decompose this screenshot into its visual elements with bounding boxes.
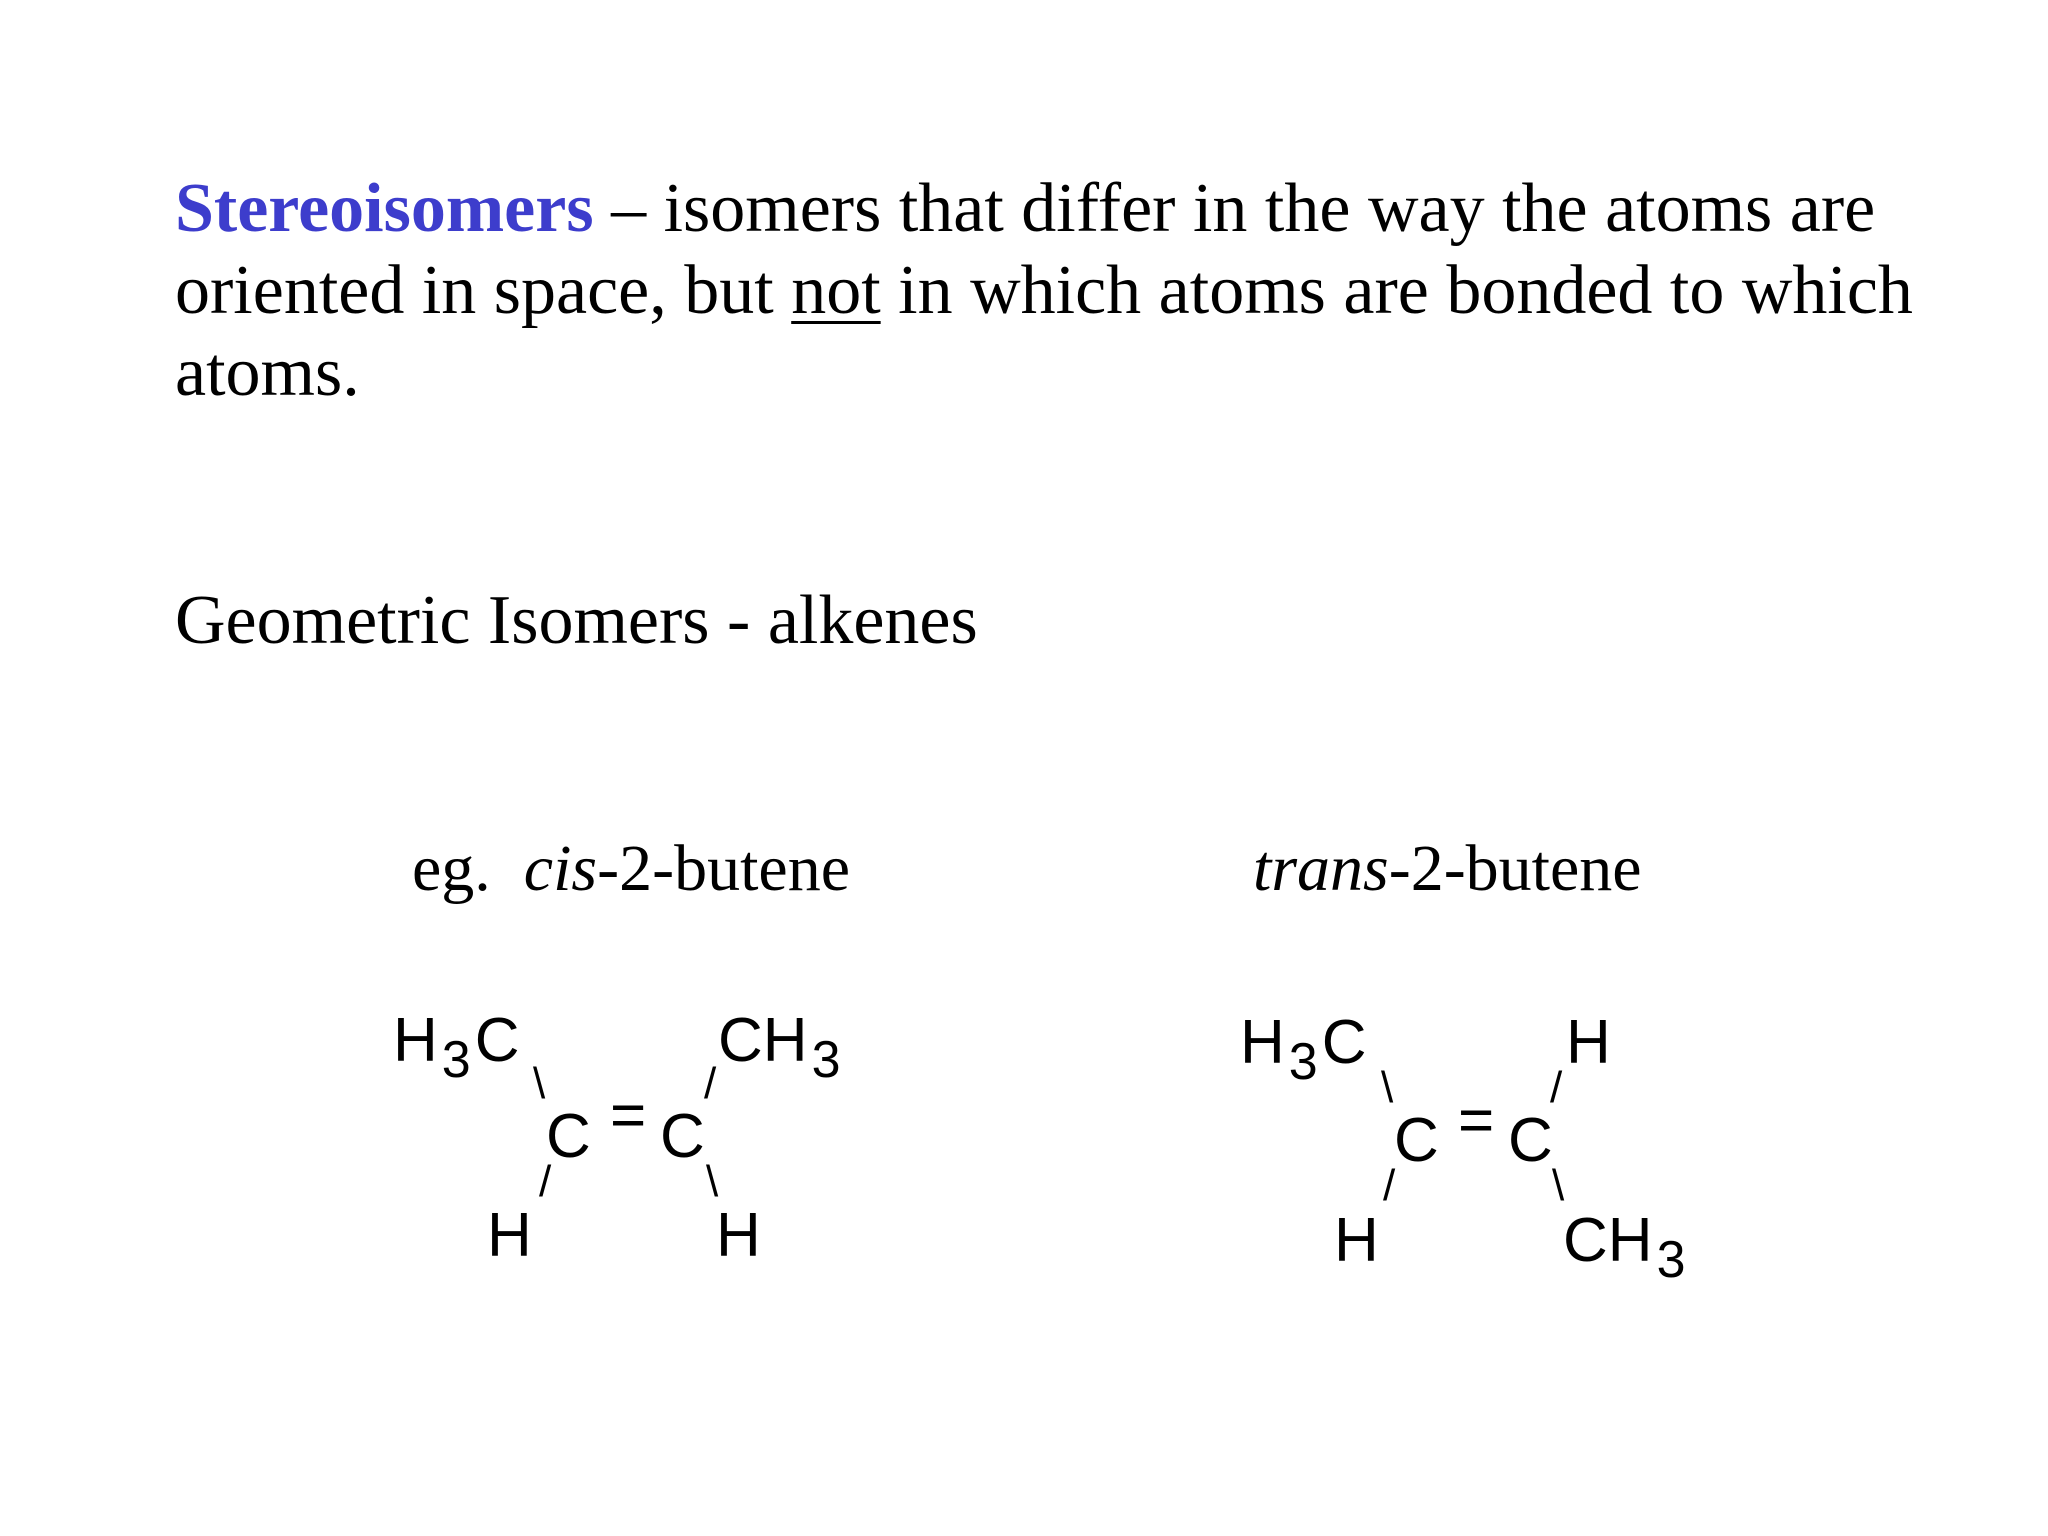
trans-label-italic: trans bbox=[1253, 832, 1389, 905]
definition-paragraph bbox=[175, 168, 1915, 414]
cis-label bbox=[412, 830, 850, 908]
trans-top-left-group bbox=[1240, 1008, 1367, 1091]
cis-top-right-group bbox=[718, 1006, 844, 1089]
trans-bottom-left-h: H bbox=[1334, 1206, 1379, 1275]
cis-bond-bottom-left: / bbox=[539, 1157, 552, 1206]
subheading: Geometric Isomers - alkenes bbox=[175, 582, 978, 659]
trans-top-right-h: H bbox=[1566, 1008, 1611, 1077]
cis-label-suffix: -2-butene bbox=[597, 832, 851, 905]
cis-top-left-group bbox=[393, 1006, 520, 1089]
cis-carbon-right: C bbox=[660, 1102, 705, 1171]
trans-bottom-right-ch: CH bbox=[1563, 1206, 1653, 1275]
cis-bottom-left-h: H bbox=[487, 1201, 532, 1270]
trans-double-bond: = bbox=[1458, 1086, 1495, 1155]
trans-label bbox=[1253, 830, 1642, 908]
cis-top-right-sub: 3 bbox=[811, 1031, 841, 1089]
trans-bond-top-left: \ bbox=[1381, 1063, 1394, 1112]
cis-label-prefix: eg. bbox=[412, 832, 524, 905]
cis-bond-top-right: / bbox=[704, 1059, 717, 1108]
cis-top-left-sub: 3 bbox=[441, 1031, 471, 1089]
trans-carbon-left: C bbox=[1394, 1106, 1439, 1175]
cis-double-bond: = bbox=[610, 1081, 647, 1150]
trans-label-suffix: -2-butene bbox=[1388, 832, 1642, 905]
cis-top-right-ch: CH bbox=[718, 1006, 808, 1075]
trans-carbon-right: C bbox=[1508, 1106, 1553, 1175]
cis-carbon-left: C bbox=[546, 1102, 591, 1171]
trans-bond-bottom-left: / bbox=[1383, 1161, 1396, 1210]
cis-bond-top-left: \ bbox=[533, 1059, 546, 1108]
trans-bottom-right-group bbox=[1563, 1206, 1689, 1289]
definition-term: Stereoisomers bbox=[175, 170, 594, 247]
definition-underlined-word: not bbox=[791, 252, 881, 329]
definition-text-2: in which atoms are bonded to which atoms. bbox=[175, 252, 1913, 411]
trans-bond-top-right: / bbox=[1550, 1063, 1563, 1112]
trans-bottom-right-sub: 3 bbox=[1656, 1231, 1686, 1289]
cis-top-left-c: C bbox=[474, 1006, 520, 1075]
trans-bond-bottom-right: \ bbox=[1552, 1161, 1565, 1210]
cis-bottom-right-h: H bbox=[716, 1201, 761, 1270]
cis-top-left-h: H bbox=[393, 1006, 438, 1075]
cis-bond-bottom-right: \ bbox=[706, 1157, 719, 1206]
trans-top-left-sub: 3 bbox=[1288, 1033, 1318, 1091]
trans-top-left-c: C bbox=[1321, 1008, 1367, 1077]
cis-label-italic: cis bbox=[523, 832, 598, 905]
definition-text-1: – isomers that differ in the way the atoms are oriented in space, but bbox=[175, 170, 1876, 329]
trans-top-left-h: H bbox=[1240, 1008, 1285, 1077]
